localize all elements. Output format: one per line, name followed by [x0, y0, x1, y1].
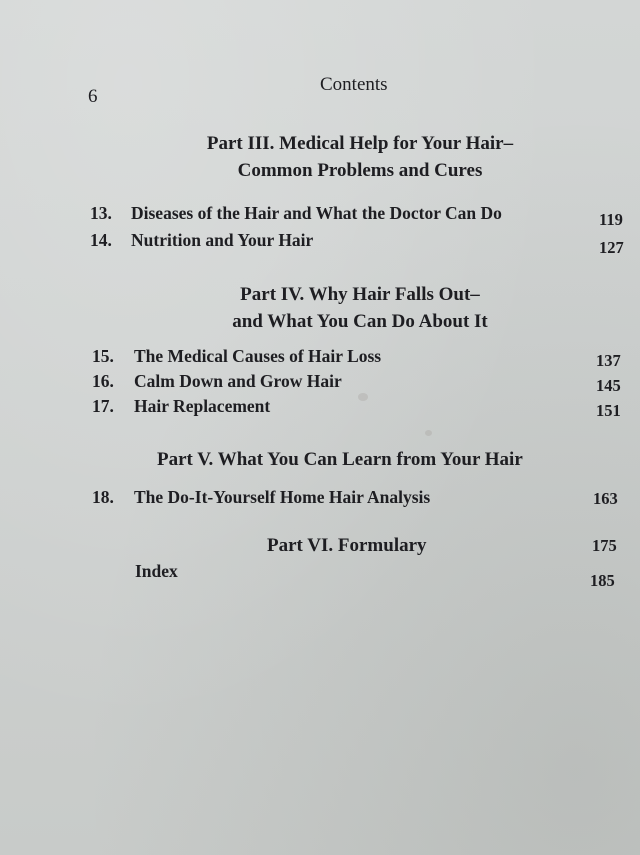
index-page: 185	[590, 571, 615, 590]
chapter-page: 137	[596, 351, 621, 370]
part-heading: Part V. What You Can Learn from Your Hair	[157, 449, 523, 470]
chapter-page: 151	[596, 401, 621, 420]
part-heading-line: Common Problems and Cures	[237, 160, 483, 181]
chapter-page: 145	[596, 376, 621, 395]
chapter-page: 127	[599, 238, 624, 257]
part-heading	[145, 281, 575, 335]
chapter-title: Calm Down and Grow Hair	[134, 371, 342, 391]
part-page: 175	[592, 536, 617, 555]
page-stain	[425, 430, 432, 436]
chapter-title: Diseases of the Hair and What the Doctor Can Do	[131, 203, 502, 223]
part-heading: Part VI. Formulary	[267, 535, 427, 556]
chapter-title: Nutrition and Your Hair	[131, 230, 314, 250]
chapter-number: 16.	[92, 371, 114, 391]
chapter-title: Hair Replacement	[134, 396, 271, 416]
part-heading-line: Part IV. Why Hair Falls Out–	[240, 284, 480, 305]
chapter-number: 18.	[92, 487, 114, 507]
chapter-title: The Do-It-Yourself Home Hair Analysis	[134, 487, 431, 507]
chapter-number: 15.	[92, 346, 114, 366]
chapter-number: 13.	[90, 203, 112, 223]
chapter-number: 17.	[92, 396, 114, 416]
chapter-page: 163	[593, 489, 618, 508]
index-label: Index	[135, 561, 178, 581]
part-heading-line: and What You Can Do About It	[232, 311, 488, 332]
page-stain	[358, 393, 368, 401]
part-heading-line: Part III. Medical Help for Your Hair–	[206, 133, 514, 154]
chapter-page: 119	[599, 210, 623, 229]
chapter-title: The Medical Causes of Hair Loss	[134, 346, 382, 366]
page-number: 6	[88, 86, 98, 107]
part-heading	[150, 130, 570, 184]
page-title: Contents	[320, 74, 388, 95]
chapter-number: 14.	[90, 230, 112, 250]
